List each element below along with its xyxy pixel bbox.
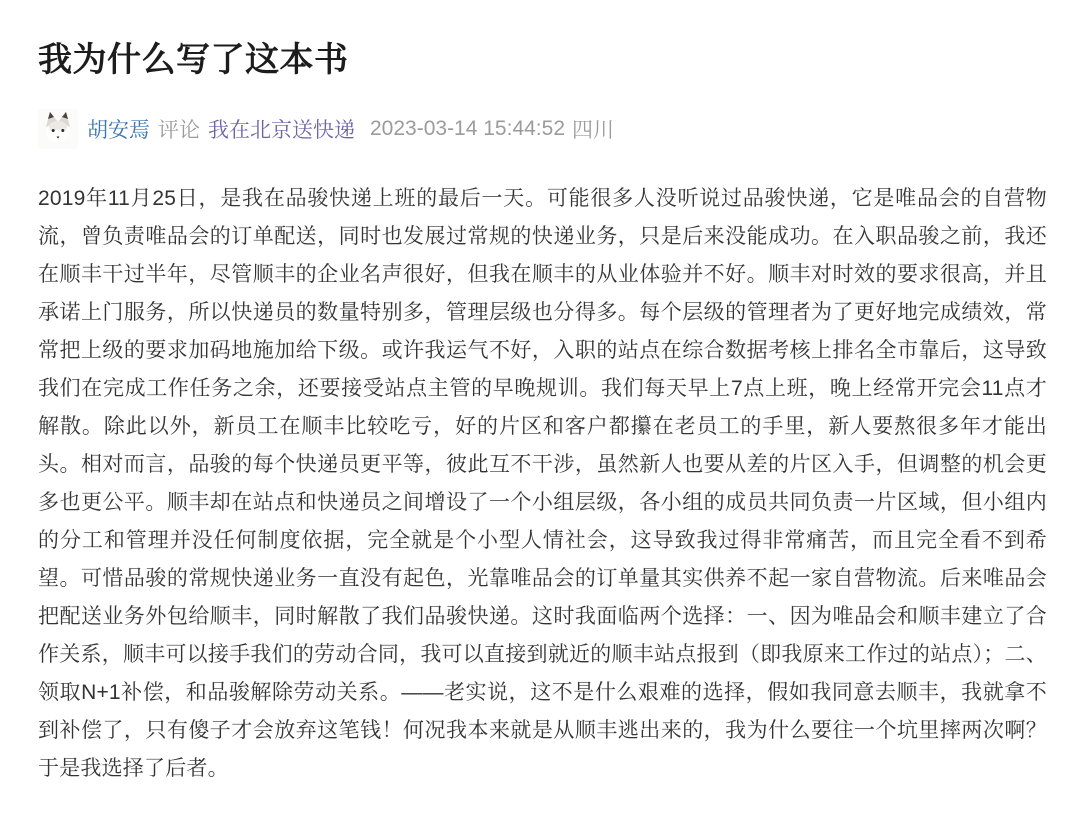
review-timestamp: 2023-03-14 15:44:52 (370, 117, 565, 140)
article-body (38, 180, 1047, 788)
fox-avatar-icon (38, 109, 78, 149)
action-label: 评论 (158, 119, 200, 142)
author-link[interactable]: 胡安焉 (87, 119, 150, 142)
article-paragraph: 2019年11月25日，是我在品骏快递上班的最后一天。可能很多人没听说过品骏快递，它是唯品会的自营物流，曾负责唯品会的订单配送，同时也发展过常规的快递业务，只是后来没能成功。在入职品骏之前，我还在顺丰干过半年，尽管顺丰的企业名声很好，但我在顺丰的从业体验并不好。顺丰对时效的要求很高，并且承诺上门服务，所以快递员的数量特别多，管理层级也分得多。每个层级的管理者为了更好地完成绩效，常常把上级的要求加码地施加给下级。或许我运气不好，入职的站点在综合数据考核上排名全市靠后，这导致我们在完成工作任务之余，还要接受站点主管的早晚规训。我们每天早上7点上班，晚上经常开完会11点才解散。除此以外，新员工在顺丰比较吃亏，好的片区和客户都攥在老员工的手里，新人要熬很多年才能出头。相对而言，品骏的每个快递员更平等，彼此互不干涉，虽然新人也要从差的片区入手，但调整的机会更多也更公平。顺丰却在站点和快递员之间增设了一个小组层级，各小组的成员共同负责一片区域，但小组内的分工和管理并没任何制度依据，完全就是个小型人情社会，这导致我过得非常痛苦，而且完全看不到希望。可惜品骏的常规快递业务一直没有起色，光靠唯品会的订单量其实供养不起一家自营物流。后来唯品会把配送业务外包给顺丰，同时解散了我们品骏快递。这时我面临两个选择：一、因为唯品会和顺丰建立了合作关系，顺丰可以接手我们的劳动合同，我可以直接到就近的顺丰站点报到（即我原来工作过的站点）；二、领取N+1补偿，和品骏解除劳动关系。——老实说，这不是什么艰难的选择，假如我同意去顺丰，我就拿不到补偿了，只有傻子才会放弃这笔钱！何况我本来就是从顺丰逃出来的，我为什么要往一个坑里摔两次啊？于是我选择了后者。 (38, 187, 1047, 780)
avatar[interactable] (38, 109, 78, 149)
review-location: 四川 (572, 119, 614, 142)
review-meta (38, 109, 1047, 149)
book-title-link[interactable]: 我在北京送快递 (208, 119, 355, 142)
page-title: 我为什么写了这本书 (38, 41, 349, 79)
article-page (0, 38, 1080, 788)
